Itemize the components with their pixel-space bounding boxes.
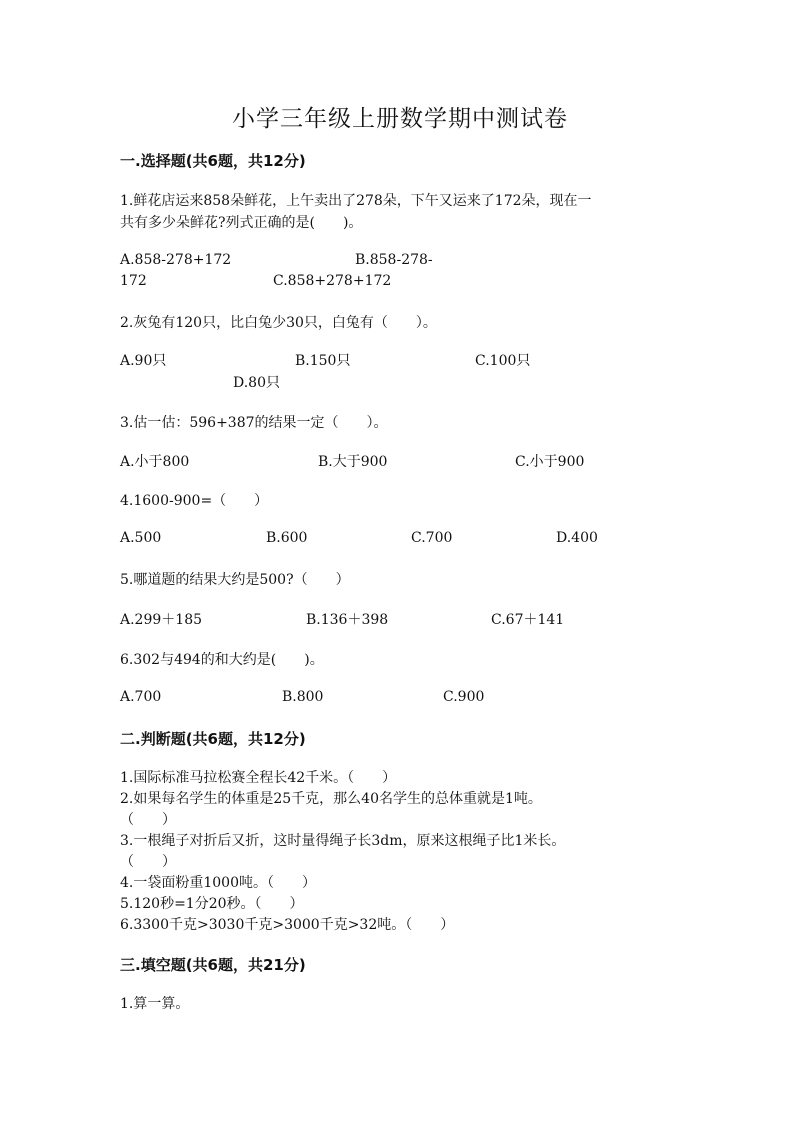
question-1-option-a: A.858-278+172 (120, 252, 232, 268)
question-6-stem: 6.302与494的和大约是( )。 (120, 652, 324, 668)
question-4-option-b: B.600 (266, 530, 308, 546)
question-5-option-c: C.67＋141 (491, 612, 565, 628)
question-1-option-c: C.858+278+172 (273, 273, 392, 289)
question-4-option-a: A.500 (120, 530, 162, 546)
question-4-option-d: D.400 (556, 530, 598, 546)
question-5-option-b: B.136＋398 (306, 612, 389, 628)
question-1-option-b-continued: 172 (120, 273, 147, 289)
question-5-stem: 5.哪道题的结果大约是500?（ ） (120, 572, 350, 588)
true-false-item-1: 1.国际标准马拉松赛全程长42千米。（ ） (120, 770, 397, 786)
true-false-item-4: 4.一袋面粉重1000吨。（ ） (120, 875, 316, 891)
question-6-option-c: C.900 (443, 689, 485, 705)
question-2-option-c: C.100只 (475, 353, 531, 369)
true-false-item-5: 5.120秒=1分20秒。（ ） (120, 896, 304, 912)
question-3-option-a: A.小于800 (120, 454, 190, 470)
section-heading-fill-in-the-blank: 三.填空题(共6题，共21分) (120, 956, 306, 974)
question-5-option-a: A.299＋185 (120, 612, 203, 628)
true-false-item-3-blank: （ ） (120, 854, 176, 870)
section-heading-multiple-choice: 一.选择题(共6题，共12分) (120, 152, 306, 170)
question-2-option-d: D.80只 (233, 375, 280, 391)
true-false-item-2: 2.如果每名学生的体重是25千克，那么40名学生的总体重就是1吨。 (120, 791, 542, 807)
question-1-option-b: B.858-278- (355, 252, 433, 268)
section-heading-true-false: 二.判断题(共6题，共12分) (120, 730, 306, 748)
question-2-option-a: A.90只 (120, 353, 167, 369)
question-4-option-c: C.700 (411, 530, 453, 546)
question-1-stem-line1: 1.鲜花店运来858朵鲜花，上午卖出了278朵，下午又运来了172朵，现在一 (120, 193, 592, 209)
question-2-stem: 2.灰兔有120只，比白兔少30只，白兔有（ ）。 (120, 315, 437, 331)
exam-title: 小学三年级上册数学期中测试卷 (232, 106, 568, 132)
true-false-item-3: 3.一根绳子对折后又折，这时量得绳子长3dm，原来这根绳子比1米长。 (120, 833, 566, 849)
question-4-stem: 4.1600-900=（ ） (120, 493, 269, 509)
question-3-stem: 3.估一估：596+387的结果一定（ ）。 (120, 415, 388, 431)
true-false-item-6: 6.3300千克>3030千克>3000千克>32吨。（ ） (120, 917, 455, 933)
true-false-item-2-blank: （ ） (120, 812, 176, 828)
question-2-option-b: B.150只 (295, 353, 351, 369)
question-3-option-c: C.小于900 (515, 454, 585, 470)
question-6-option-a: A.700 (120, 689, 162, 705)
question-3-option-b: B.大于900 (318, 454, 388, 470)
fill-blank-question-1-stem: 1.算一算。 (120, 996, 190, 1012)
question-6-option-b: B.800 (282, 689, 324, 705)
question-1-stem-line2: 共有多少朵鲜花?列式正确的是( )。 (120, 215, 363, 231)
